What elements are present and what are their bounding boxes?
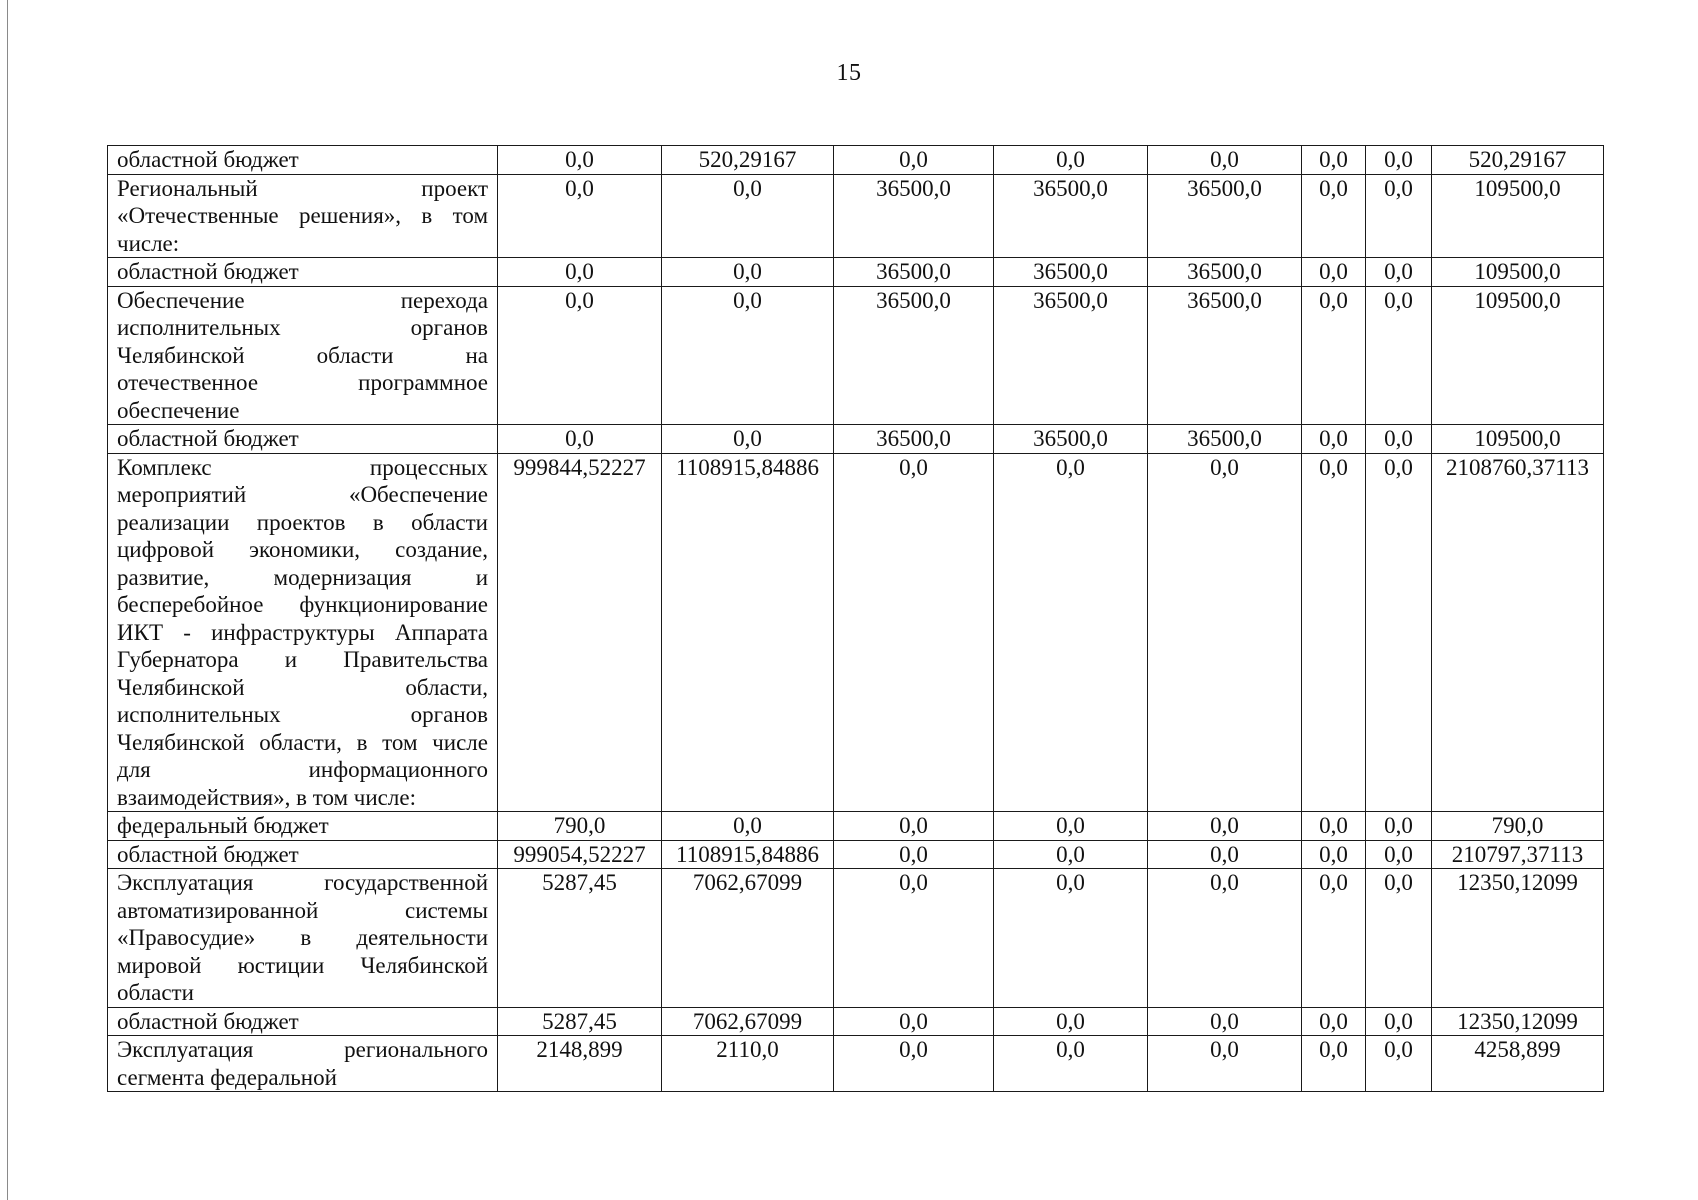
value-cell: 36500,0 — [834, 174, 994, 258]
value-cell: 0,0 — [1366, 286, 1432, 425]
row-name-line: «Отечественные решения», в том — [117, 203, 488, 228]
value-cell: 7062,67099 — [662, 1007, 834, 1036]
row-name-line: областной бюджет — [117, 147, 299, 172]
row-name-line: областной бюджет — [117, 841, 299, 867]
value-cell: 0,0 — [1302, 425, 1366, 454]
row-name-line: Обеспечение перехода — [117, 287, 488, 313]
row-name-cell — [108, 453, 498, 812]
value-cell: 0,0 — [1366, 1007, 1432, 1036]
value-cell: 0,0 — [834, 869, 994, 1008]
row-name-line: «Правосудие» в деятельности — [117, 925, 488, 950]
row-name-line: исполнительных органов — [117, 315, 488, 340]
row-name-line: бесперебойное функционирование — [117, 592, 488, 617]
budget-table — [107, 145, 1604, 1092]
total-value-cell: 790,0 — [1432, 812, 1604, 841]
row-name-line: обеспечение — [117, 397, 240, 423]
value-cell: 0,0 — [994, 146, 1148, 175]
value-cell: 36500,0 — [834, 286, 994, 425]
value-cell: 0,0 — [834, 1007, 994, 1036]
table-row — [108, 258, 1604, 287]
value-cell: 36500,0 — [994, 286, 1148, 425]
value-cell: 2148,899 — [498, 1036, 662, 1092]
table-row — [108, 1036, 1604, 1092]
value-cell: 0,0 — [994, 1007, 1148, 1036]
table-row — [108, 286, 1604, 425]
value-cell: 2110,0 — [662, 1036, 834, 1092]
value-cell: 0,0 — [1366, 453, 1432, 812]
value-cell: 0,0 — [1366, 840, 1432, 869]
row-name-line: Губернатора и Правительства — [117, 647, 488, 672]
total-value-cell: 109500,0 — [1432, 425, 1604, 454]
value-cell: 36500,0 — [994, 425, 1148, 454]
total-value-cell: 109500,0 — [1432, 258, 1604, 287]
row-name-cell — [108, 258, 498, 287]
row-name-line: областной бюджет — [117, 426, 299, 451]
value-cell: 0,0 — [498, 174, 662, 258]
row-name-cell — [108, 286, 498, 425]
row-name-line: Эксплуатация регионального — [117, 1037, 488, 1062]
table-row — [108, 1007, 1604, 1036]
value-cell: 0,0 — [1302, 812, 1366, 841]
total-value-cell: 4258,899 — [1432, 1036, 1604, 1092]
row-name-line: автоматизированной системы — [117, 897, 488, 923]
value-cell: 0,0 — [1366, 812, 1432, 841]
value-cell: 0,0 — [834, 453, 994, 812]
row-name-line: областной бюджет — [117, 1008, 299, 1034]
row-name-line: взаимодействия», в том числе: — [117, 784, 416, 810]
value-cell: 0,0 — [1366, 174, 1432, 258]
total-value-cell: 109500,0 — [1432, 286, 1604, 425]
value-cell: 0,0 — [662, 425, 834, 454]
value-cell: 0,0 — [834, 1036, 994, 1092]
value-cell: 999844,52227 — [498, 453, 662, 812]
row-name-line: цифровой экономики, создание, — [117, 537, 488, 562]
value-cell: 0,0 — [1366, 258, 1432, 287]
row-name-line: отечественное программное — [117, 370, 488, 395]
page-number: 15 — [836, 60, 862, 86]
value-cell: 0,0 — [994, 869, 1148, 1008]
value-cell: 0,0 — [994, 812, 1148, 841]
value-cell: 0,0 — [1302, 453, 1366, 812]
value-cell: 0,0 — [1366, 425, 1432, 454]
table-row — [108, 174, 1604, 258]
value-cell: 0,0 — [1302, 146, 1366, 175]
total-value-cell: 109500,0 — [1432, 174, 1604, 258]
value-cell: 0,0 — [1148, 1036, 1302, 1092]
total-value-cell: 12350,12099 — [1432, 1007, 1604, 1036]
row-name-line: Челябинской области, в том числе — [117, 729, 488, 755]
table-row — [108, 425, 1604, 454]
row-name-line: областной бюджет — [117, 259, 299, 284]
value-cell: 0,0 — [994, 1036, 1148, 1092]
value-cell: 0,0 — [1302, 1007, 1366, 1036]
row-name-line: числе: — [117, 230, 180, 256]
row-name-line: Региональный проект — [117, 175, 488, 201]
value-cell: 0,0 — [498, 258, 662, 287]
value-cell: 0,0 — [834, 146, 994, 175]
value-cell: 520,29167 — [662, 146, 834, 175]
value-cell: 0,0 — [1302, 286, 1366, 425]
value-cell: 0,0 — [1302, 840, 1366, 869]
row-name-line: Комплекс процессных — [117, 454, 488, 480]
row-name-line: Челябинской области на — [117, 342, 488, 368]
value-cell: 0,0 — [1302, 174, 1366, 258]
value-cell: 0,0 — [834, 840, 994, 869]
value-cell: 999054,52227 — [498, 840, 662, 869]
value-cell: 0,0 — [1148, 453, 1302, 812]
value-cell: 0,0 — [498, 146, 662, 175]
value-cell: 0,0 — [1366, 1036, 1432, 1092]
value-cell: 0,0 — [994, 840, 1148, 869]
value-cell: 36500,0 — [834, 425, 994, 454]
value-cell: 0,0 — [1148, 812, 1302, 841]
row-name-line: области — [117, 980, 194, 1005]
budget-table-body — [108, 146, 1604, 1092]
table-row — [108, 146, 1604, 175]
value-cell: 0,0 — [1366, 869, 1432, 1008]
value-cell: 36500,0 — [1148, 174, 1302, 258]
value-cell: 0,0 — [662, 174, 834, 258]
value-cell: 5287,45 — [498, 869, 662, 1008]
row-name-line: мировой юстиции Челябинской — [117, 952, 488, 978]
table-row — [108, 869, 1604, 1008]
value-cell: 36500,0 — [1148, 425, 1302, 454]
value-cell: 1108915,84886 — [662, 840, 834, 869]
row-name-line: мероприятий «Обеспечение — [117, 482, 488, 507]
value-cell: 36500,0 — [1148, 258, 1302, 287]
value-cell: 0,0 — [1148, 146, 1302, 175]
total-value-cell: 210797,37113 — [1432, 840, 1604, 869]
value-cell: 0,0 — [834, 812, 994, 841]
table-row — [108, 812, 1604, 841]
row-name-line: реализации проектов в области — [117, 509, 488, 535]
value-cell: 0,0 — [498, 425, 662, 454]
row-name-line: сегмента федеральной — [117, 1064, 337, 1090]
total-value-cell: 12350,12099 — [1432, 869, 1604, 1008]
row-name-cell — [108, 840, 498, 869]
row-name-line: Челябинской области, — [117, 674, 488, 700]
row-name-line: развитие, модернизация и — [117, 564, 488, 590]
value-cell: 790,0 — [498, 812, 662, 841]
row-name-line: ИКТ - инфраструктуры Аппарата — [117, 619, 488, 645]
value-cell: 0,0 — [1302, 869, 1366, 1008]
value-cell: 36500,0 — [994, 174, 1148, 258]
row-name-cell — [108, 1007, 498, 1036]
row-name-cell — [108, 146, 498, 175]
row-name-cell — [108, 1036, 498, 1092]
value-cell: 0,0 — [1366, 146, 1432, 175]
value-cell: 7062,67099 — [662, 869, 834, 1008]
table-row — [108, 453, 1604, 812]
value-cell: 0,0 — [498, 286, 662, 425]
row-name-line: для информационного — [117, 757, 488, 782]
scan-border-line — [7, 0, 8, 1200]
row-name-cell — [108, 812, 498, 841]
row-name-line: исполнительных органов — [117, 702, 488, 727]
value-cell: 36500,0 — [1148, 286, 1302, 425]
table-row — [108, 840, 1604, 869]
value-cell: 0,0 — [1148, 840, 1302, 869]
value-cell: 0,0 — [662, 258, 834, 287]
total-value-cell: 520,29167 — [1432, 146, 1604, 175]
value-cell: 0,0 — [1148, 1007, 1302, 1036]
row-name-cell — [108, 869, 498, 1008]
value-cell: 1108915,84886 — [662, 453, 834, 812]
value-cell: 36500,0 — [834, 258, 994, 287]
value-cell: 0,0 — [662, 812, 834, 841]
total-value-cell: 2108760,37113 — [1432, 453, 1604, 812]
value-cell: 0,0 — [1302, 1036, 1366, 1092]
value-cell: 0,0 — [662, 286, 834, 425]
value-cell: 0,0 — [994, 453, 1148, 812]
value-cell: 0,0 — [1302, 258, 1366, 287]
row-name-cell — [108, 174, 498, 258]
value-cell: 5287,45 — [498, 1007, 662, 1036]
value-cell: 36500,0 — [994, 258, 1148, 287]
row-name-cell — [108, 425, 498, 454]
row-name-line: Эксплуатация государственной — [117, 870, 488, 895]
row-name-line: федеральный бюджет — [117, 813, 329, 838]
value-cell: 0,0 — [1148, 869, 1302, 1008]
